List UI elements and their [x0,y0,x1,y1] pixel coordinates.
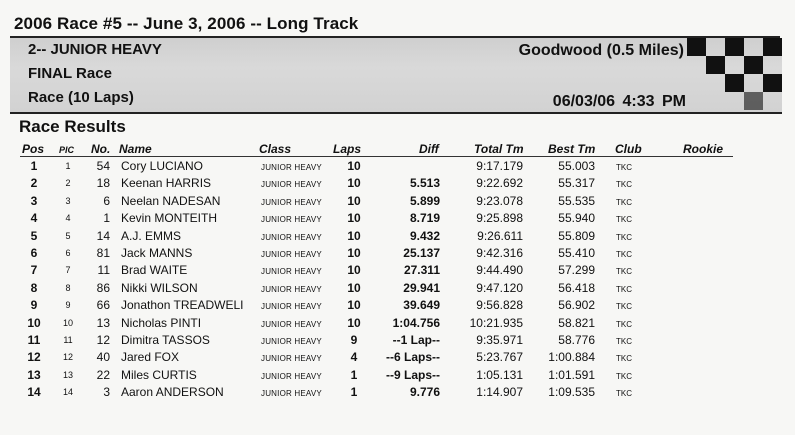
class-cell: JUNIOR HEAVY [261,163,322,172]
table-row [0,297,795,314]
driver-name-cell: Aaron ANDERSON [121,385,224,400]
club-cell: TKC [616,180,632,190]
position-in-class-cell: 13 [62,369,73,380]
driver-name-cell: Neelan NADESAN [121,193,221,208]
class-cell: JUNIOR HEAVY [261,337,322,346]
column-header-laps: Laps [333,142,362,156]
diff-cell: 5.513 [409,176,440,191]
position-cell: 1 [30,159,38,173]
section-title: Race Results [19,117,126,136]
diff-cell: 27.311 [403,263,440,278]
club-cell: TKC [616,284,632,294]
driver-name-cell: Dimitra TASSOS [121,333,210,347]
diff-cell: 1:04.756 [392,315,440,330]
total-time-cell: 9:25.898 [476,211,523,226]
class-cell: JUNIOR HEAVY [261,389,322,399]
column-header-rule [20,156,733,157]
kart-number-cell: 13 [96,315,110,330]
position-in-class-cell: 5 [65,230,71,241]
kart-number-cell: 6 [103,193,110,208]
position-cell: 6 [30,246,38,260]
column-header-class: Class [259,142,292,156]
driver-name-cell: A.J. EMMS [121,228,182,243]
class-cell: JUNIOR HEAVY [261,302,322,312]
club-cell: TKC [616,232,632,242]
kart-number-cell: 14 [96,228,110,243]
position-in-class-cell: 3 [65,195,71,206]
driver-name-cell: Jack MANNS [121,246,193,260]
kart-number-cell: 66 [96,298,110,313]
best-time-cell: 1:09.535 [548,385,595,400]
table-row [0,245,795,262]
position-cell: 12 [27,350,41,365]
laps-cell: 4 [350,350,358,365]
position-cell: 10 [27,315,41,330]
position-cell: 13 [27,367,41,382]
club-cell: TKC [616,371,632,381]
diff-cell: 39.649 [403,298,440,313]
class-cell: JUNIOR HEAVY [261,319,322,329]
club-cell: TKC [616,163,632,172]
best-time-cell: 55.003 [558,159,595,173]
laps-cell: 10 [347,176,361,191]
diff-cell: 25.137 [403,246,440,260]
class-cell: JUNIOR HEAVY [261,250,322,259]
position-in-class-cell: 10 [62,317,73,328]
total-time-cell: 9:17.179 [476,159,523,173]
table-row [0,175,795,192]
table-row [0,384,795,401]
table-row [0,193,795,210]
driver-name-cell: Miles CURTIS [121,367,197,382]
club-cell: TKC [616,389,632,399]
race-time: 4:33 PM [622,93,686,110]
total-time-cell: 10:21.935 [469,315,523,330]
total-time-cell: 9:47.120 [476,280,523,295]
diff-cell: --6 Laps-- [386,350,440,365]
column-header-name: Name [119,142,152,156]
position-in-class-cell: 6 [65,248,71,258]
diff-cell: 9.776 [409,385,440,400]
best-time-cell: 58.821 [558,315,595,330]
driver-name-cell: Jonathon TREADWELI [121,298,244,313]
table-row [0,332,795,349]
total-time-cell: 9:35.971 [476,333,523,347]
total-time-cell: 5:23.767 [476,350,523,365]
laps-cell: 10 [347,159,361,173]
class-cell: JUNIOR HEAVY [261,180,322,190]
position-in-class-cell: 11 [63,335,73,345]
column-header-rookie: Rookie [683,142,724,156]
total-time-cell: 9:22.692 [476,176,523,191]
table-row [0,210,795,227]
laps-cell: 10 [347,228,361,243]
position-cell: 3 [30,193,38,208]
total-time-cell: 9:44.490 [476,263,523,278]
club-cell: TKC [616,319,632,329]
race-datetime [553,93,686,111]
position-cell: 14 [27,385,41,400]
total-time-cell: 9:56.828 [476,298,523,313]
position-in-class-cell: 14 [62,387,73,398]
position-in-class-cell: 1 [65,161,71,171]
total-time-cell: 1:05.131 [476,367,523,382]
table-row [0,280,795,297]
laps-cell: 10 [347,246,361,260]
kart-number-cell: 18 [96,176,110,191]
diff-cell: 9.432 [409,228,440,243]
best-time-cell: 56.418 [558,280,595,295]
table-row [0,262,795,279]
event-name: 2-- JUNIOR HEAVY [28,41,162,58]
laps-cell: 1 [350,367,358,382]
club-cell: TKC [616,302,632,312]
class-cell: JUNIOR HEAVY [261,215,322,225]
column-header-pos: Pos [22,142,45,156]
class-cell: JUNIOR HEAVY [261,232,322,242]
table-row [0,349,795,366]
position-cell: 4 [30,211,38,226]
column-header-diff: Diff [419,142,439,156]
best-time-cell: 1:01.591 [548,367,595,382]
laps-cell: 1 [350,385,358,400]
laps-cell: 10 [347,298,361,313]
club-cell: TKC [616,337,632,346]
driver-name-cell: Cory LUCIANO [121,159,204,173]
club-cell: TKC [616,197,632,207]
laps-cell: 10 [347,263,361,278]
kart-number-cell: 3 [103,385,110,400]
club-cell: TKC [616,215,632,225]
diff-cell: --1 Lap-- [392,333,440,347]
driver-name-cell: Brad WAITE [121,263,188,278]
best-time-cell: 57.299 [558,263,595,278]
column-header-best: Best Tm [548,142,596,156]
class-cell: JUNIOR HEAVY [261,197,322,207]
laps-cell: 10 [347,193,361,208]
position-cell: 5 [30,228,38,243]
laps-cell: 10 [347,315,361,330]
position-cell: 2 [30,176,38,191]
diff-cell: --9 Laps-- [386,367,440,382]
table-row [0,367,795,384]
driver-name-cell: Nicholas PINTI [121,315,202,330]
best-time-cell: 55.317 [558,176,595,191]
best-time-cell: 55.809 [558,228,595,243]
class-cell: JUNIOR HEAVY [261,371,322,381]
kart-number-cell: 12 [96,333,110,347]
best-time-cell: 55.535 [558,193,595,208]
race-date: 06/03/06 [552,93,616,110]
total-time-cell: 1:14.907 [476,385,523,400]
position-cell: 8 [30,280,38,295]
laps-cell: 10 [347,211,361,226]
driver-name-cell: Nikki WILSON [121,280,198,295]
header-rule [10,112,782,114]
race-round: FINAL Race [28,65,112,82]
club-cell: TKC [616,250,632,259]
table-row [0,158,795,175]
kart-number-cell: 54 [96,159,110,173]
kart-number-cell: 22 [96,367,110,382]
position-in-class-cell: 8 [65,282,71,293]
table-row [0,315,795,332]
best-time-cell: 55.410 [558,246,595,260]
total-time-cell: 9:23.078 [476,193,523,208]
driver-name-cell: Keenan HARRIS [121,176,212,191]
kart-number-cell: 40 [96,350,110,365]
position-cell: 11 [27,333,41,347]
laps-cell: 9 [350,333,358,347]
race-header-band [10,38,782,112]
column-header-no: No. [91,142,111,156]
column-header-club: Club [615,142,642,156]
diff-cell: 5.899 [409,193,440,208]
position-in-class-cell: 9 [65,300,71,311]
position-cell: 7 [30,263,38,278]
race-laps: Race (10 Laps) [28,89,134,106]
class-cell: JUNIOR HEAVY [261,284,322,294]
diff-cell: 29.941 [403,280,440,295]
position-in-class-cell: 7 [65,265,71,276]
total-time-cell: 9:26.611 [477,228,523,243]
kart-number-cell: 86 [96,280,110,295]
class-cell: JUNIOR HEAVY [261,354,322,364]
best-time-cell: 58.776 [558,333,595,347]
best-time-cell: 55.940 [558,211,595,226]
kart-number-cell: 1 [103,211,110,226]
table-row [0,228,795,245]
club-cell: TKC [616,267,632,277]
driver-name-cell: Kevin MONTEITH [121,211,218,226]
report-title: 2006 Race #5 -- June 3, 2006 -- Long Track [14,14,359,33]
position-in-class-cell: 12 [62,352,73,363]
column-header-pic: PIC [59,145,75,155]
track-name: Goodwood (0.5 Miles) [518,42,684,59]
total-time-cell: 9:42.316 [476,246,523,260]
diff-cell: 8.719 [409,211,440,226]
kart-number-cell: 81 [96,246,110,260]
checkered-flag-icon [687,38,782,112]
club-cell: TKC [616,354,632,364]
best-time-cell: 56.902 [558,298,595,313]
laps-cell: 10 [347,280,361,295]
position-in-class-cell: 2 [65,178,71,189]
kart-number-cell: 11 [97,263,110,278]
class-cell: JUNIOR HEAVY [261,267,322,277]
column-header-total: Total Tm [474,142,524,156]
position-in-class-cell: 4 [65,213,71,224]
best-time-cell: 1:00.884 [548,350,595,365]
driver-name-cell: Jared FOX [121,350,180,365]
position-cell: 9 [30,298,38,313]
